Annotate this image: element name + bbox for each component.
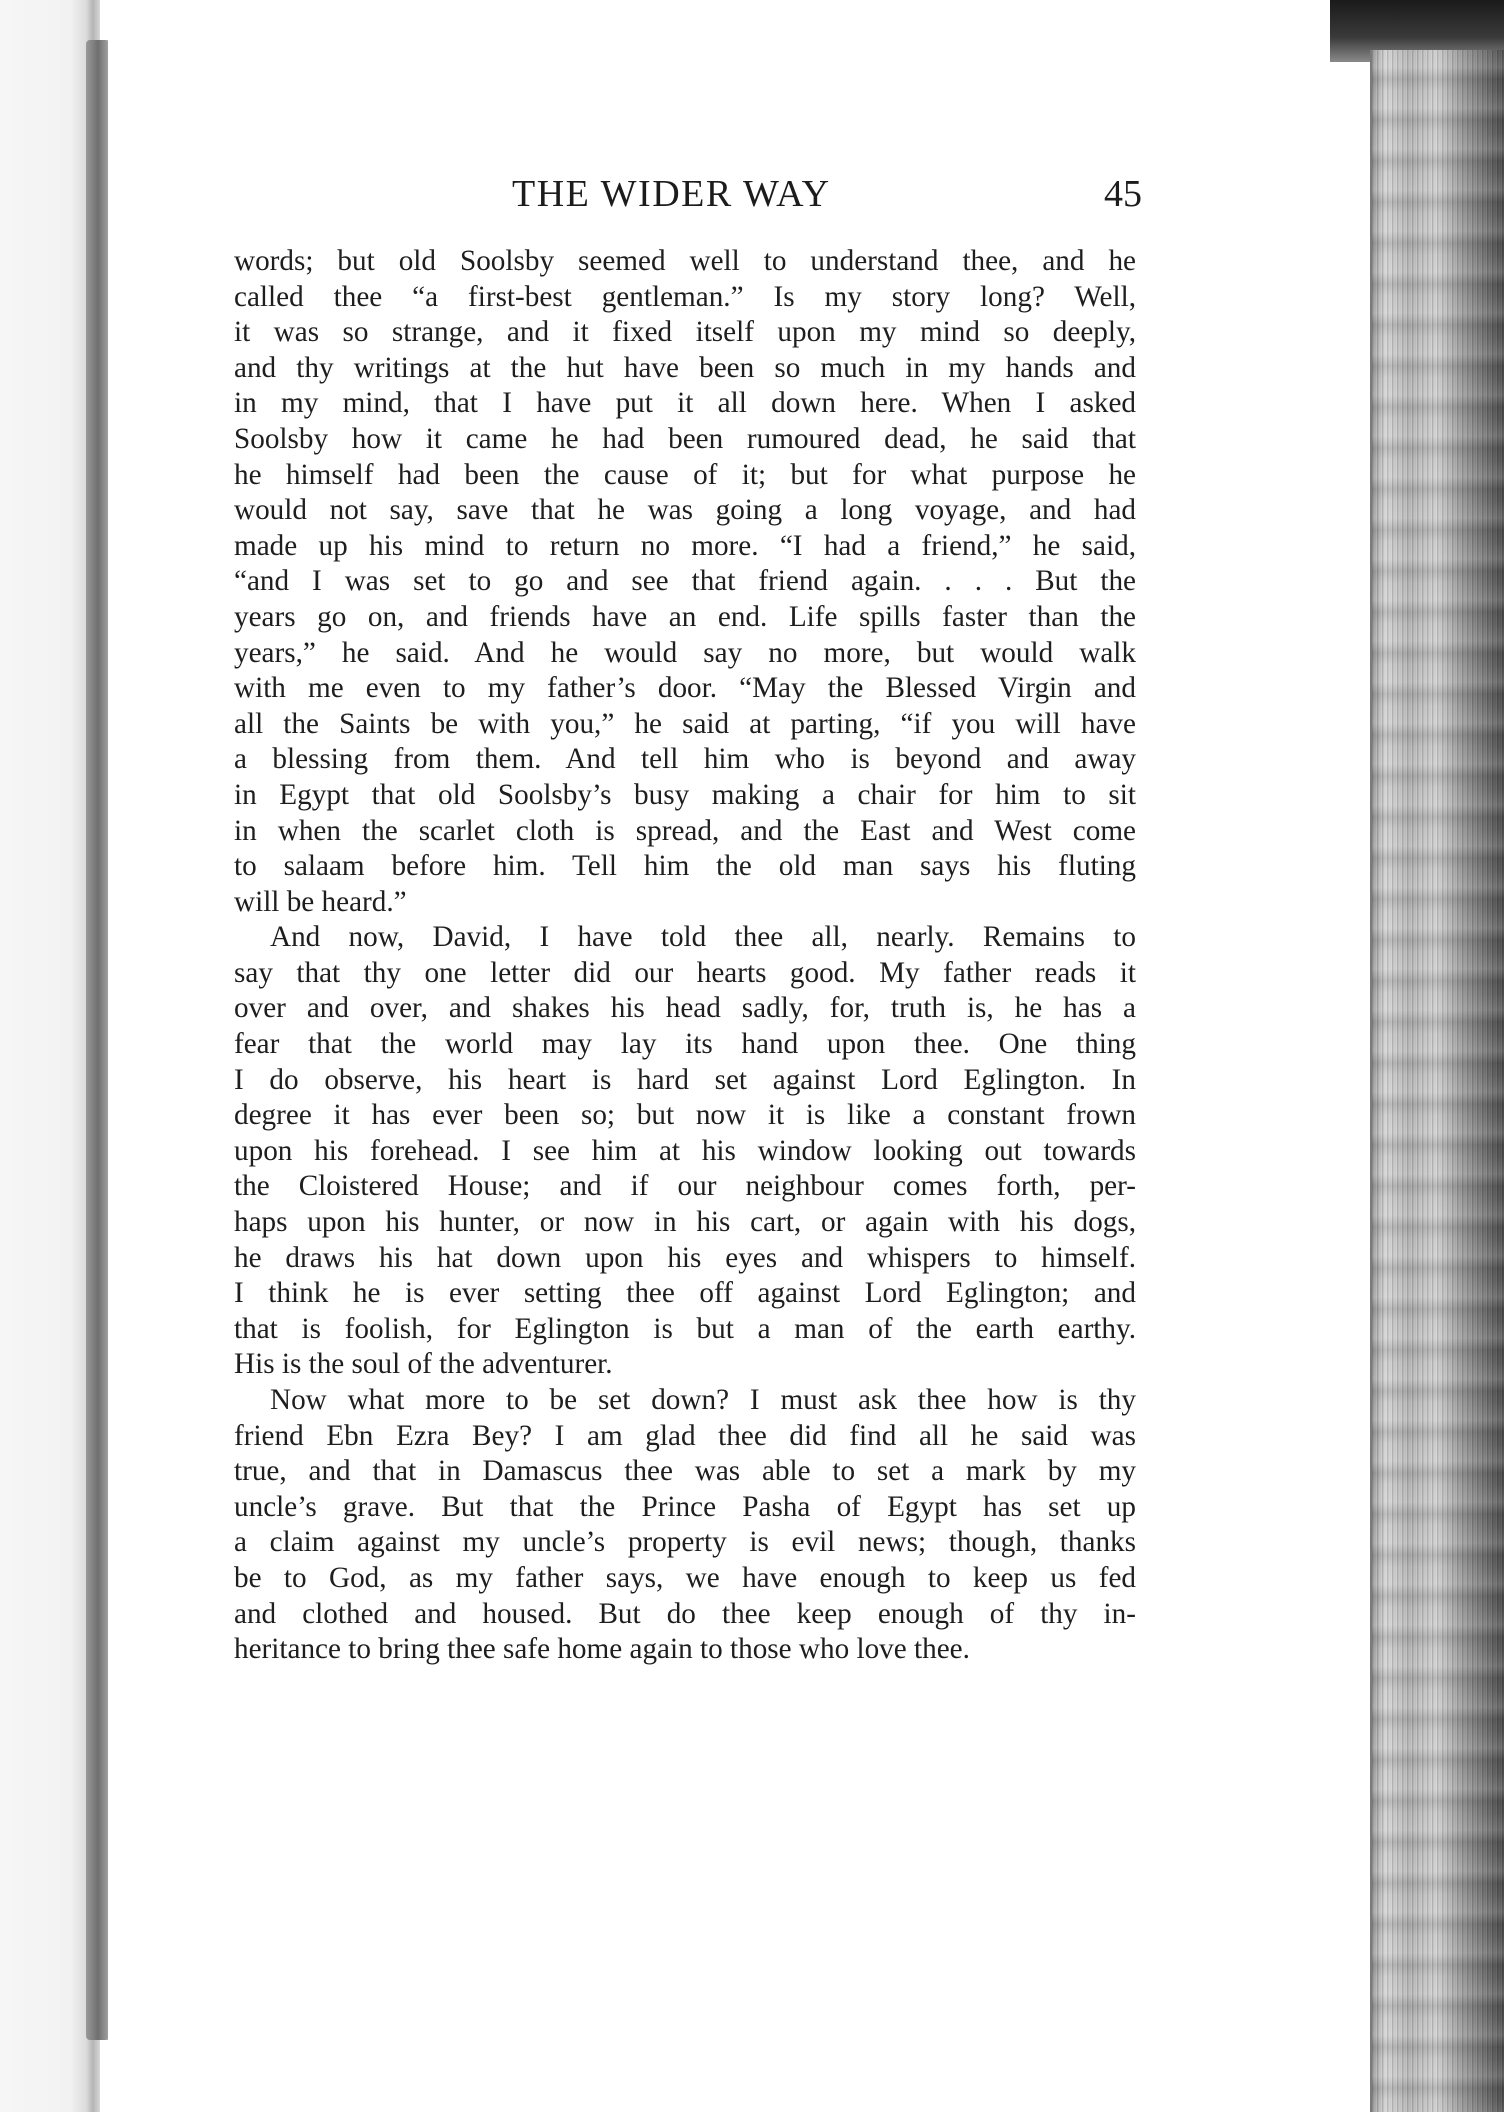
text-line: be to God, as my father says, we have enough to keep us fed xyxy=(234,1561,1136,1594)
text-line: he himself had been the cause of it; but for what purpose he xyxy=(234,458,1136,491)
text-line: years,” he said. And he would say no more, but would walk xyxy=(234,636,1136,669)
text-line: words; but old Soolsby seemed well to understand thee, and he xyxy=(234,245,1136,277)
page-edges xyxy=(1370,50,1504,2112)
page-header xyxy=(250,172,1150,228)
text-line: the Cloistered House; and if our neighbour comes forth, per- xyxy=(234,1170,1136,1203)
text-line: say that thy one letter did our hearts good. My father reads it xyxy=(234,956,1136,989)
text-line: Now what more to be set down? I must ask thee how is thy xyxy=(270,1384,1136,1416)
text-line: His is the soul of the adventurer. xyxy=(234,1348,613,1381)
text-line: and thy writings at the hut have been so much in my hands and xyxy=(234,351,1136,384)
text-line: in when the scarlet cloth is spread, and the East and West come xyxy=(234,814,1136,847)
text-line: over and over, and shakes his head sadly, for, truth is, he has a xyxy=(234,992,1136,1025)
text-line: degree it has ever been so; but now it is like a constant frown xyxy=(234,1099,1136,1132)
text-line: heritance to bring thee safe home again to those who love thee. xyxy=(234,1633,970,1666)
text-line: called thee “a first-best gentleman.” Is my story long? Well, xyxy=(234,280,1136,313)
text-line: would not say, save that he was going a long voyage, and had xyxy=(234,494,1136,527)
text-line: will be heard.” xyxy=(234,885,407,918)
text-line: he draws his hat down upon his eyes and whispers to himself. xyxy=(234,1241,1136,1274)
text-line: “and I was set to go and see that friend again. . . . But the xyxy=(234,565,1136,598)
text-line: and clothed and housed. But do thee keep enough of thy in- xyxy=(234,1597,1136,1630)
text-line: I do observe, his heart is hard set against Lord Eglington. In xyxy=(234,1063,1136,1096)
text-line: fear that the world may lay its hand upon thee. One thing xyxy=(234,1028,1136,1061)
text-line: haps upon his hunter, or now in his cart, or again with his dogs, xyxy=(234,1206,1136,1239)
gutter-shadow xyxy=(86,40,110,2040)
text-line: friend Ebn Ezra Bey? I am glad thee did find all he said was xyxy=(234,1419,1136,1452)
text-line: in my mind, that I have put it all down here. When I asked xyxy=(234,387,1136,420)
text-line: it was so strange, and it fixed itself upon my mind so deeply, xyxy=(234,316,1136,349)
text-line: all the Saints be with you,” he said at parting, “if you will have xyxy=(234,707,1136,740)
page-number: 45 xyxy=(1104,173,1142,215)
text-line: that is foolish, for Eglington is but a man of the earth earthy. xyxy=(234,1312,1136,1345)
text-line: uncle’s grave. But that the Prince Pasha of Egypt has set up xyxy=(234,1490,1136,1523)
text-line: upon his forehead. I see him at his window looking out towards xyxy=(234,1134,1136,1167)
text-line: true, and that in Damascus thee was able to set a mark by my xyxy=(234,1455,1136,1488)
body-text xyxy=(234,244,1136,1668)
left-page-edge xyxy=(0,0,100,2112)
text-line: with me even to my father’s door. “May the Blessed Virgin and xyxy=(234,672,1136,705)
text-line: Soolsby how it came he had been rumoured dead, he said that xyxy=(234,422,1136,455)
text-line: a claim against my uncle’s property is evil news; though, thanks xyxy=(234,1526,1136,1559)
text-line: made up his mind to return no more. “I had a friend,” he said, xyxy=(234,529,1136,562)
text-line: in Egypt that old Soolsby’s busy making a chair for him to sit xyxy=(234,778,1136,811)
text-line: to salaam before him. Tell him the old man says his fluting xyxy=(234,850,1136,883)
text-line: years go on, and friends have an end. Life spills faster than the xyxy=(234,600,1136,633)
text-line: I think he is ever setting thee off against Lord Eglington; and xyxy=(234,1277,1136,1310)
text-line: And now, David, I have told thee all, nearly. Remains to xyxy=(270,921,1136,954)
running-head: THE WIDER WAY xyxy=(512,173,831,215)
text-line: a blessing from them. And tell him who is beyond and away xyxy=(234,743,1136,776)
